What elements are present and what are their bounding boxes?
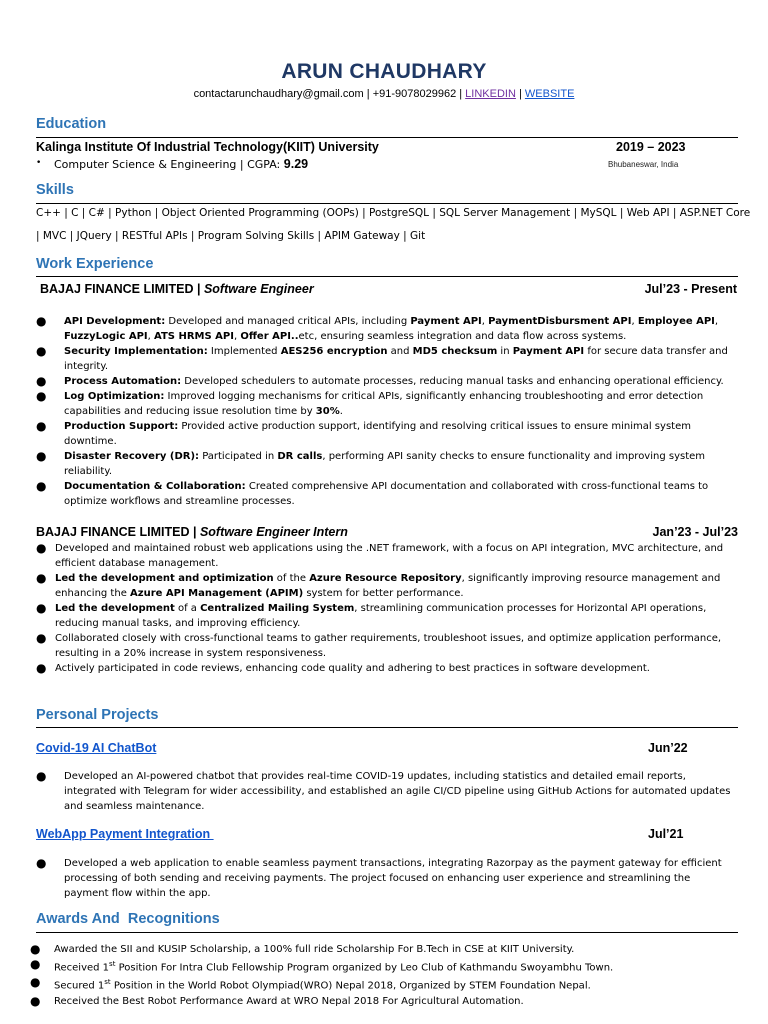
project-date: Jun’22 — [648, 741, 688, 755]
bullet-icon: ● — [36, 449, 47, 463]
section-divider — [36, 727, 738, 728]
contact-line — [0, 88, 768, 100]
text-run: for secure data transfer and integrity. — [64, 346, 728, 372]
text-run: and — [387, 346, 413, 357]
list-item — [36, 419, 744, 449]
bullet-icon: • — [36, 158, 42, 168]
list-item — [36, 856, 736, 901]
bold-text: FuzzyLogic API — [64, 331, 148, 342]
bold-text: DR calls — [277, 451, 323, 462]
text-run: Created comprehensive API documentation and collaborated with cross-functional teams to optimize workflows and streamline processes. — [64, 481, 709, 507]
project-date: Jul’21 — [648, 827, 684, 841]
text-run: , streamlining communication processes for Horizontal API operations, reducing manual tasks, and improving efficiency. — [55, 603, 707, 629]
text-run: Developed an AI-powered chatbot that provides real-time COVID-19 updates, including statistics and detailed email reports, integrated with Telegram for wider accessibility, and established an agile CI/CD pipeline using GitHub Actions for automated updates and seamless maintenance. — [64, 771, 731, 812]
job-role: Software Engineer Intern — [199, 525, 348, 539]
education-years: 2019 – 2023 — [616, 140, 686, 154]
section-divider — [36, 932, 738, 933]
bullet-icon: ● — [36, 541, 47, 555]
text-run: Participated in — [199, 451, 278, 462]
text-run: Developed schedulers to automate processes, reducing manual tasks and enhancing operational efficiency. — [181, 376, 724, 387]
text-run: , — [481, 316, 489, 327]
awards-heading: Awards And Recognitions — [36, 911, 220, 927]
bullet-icon: ● — [30, 975, 41, 990]
skills-heading: Skills — [36, 182, 74, 198]
job-dates: Jan’23 - Jul’23 — [652, 525, 738, 539]
text-run: Awarded the SII and KUSIP Scholarship, a 100% full ride Scholarship For B.Tech in CSE at KIIT University. — [54, 944, 575, 955]
list-item — [36, 769, 736, 814]
text-run: , significantly improving resource management and enhancing the — [55, 573, 721, 599]
project-title-link[interactable]: WebApp Payment Integration — [36, 827, 214, 841]
bullet-icon: ● — [30, 957, 41, 971]
text-run: Implemented — [207, 346, 281, 357]
bold-text: AES256 encryption — [280, 346, 388, 357]
list-item — [36, 601, 738, 631]
awards-list — [30, 942, 740, 1009]
skills-list: C++ | C | C# | Python | Object Oriented Programming (OOPs) | PostgreSQL | SQL Server Management | MySQL | Web API | ASP.NET Core | MVC | JQuery | RESTful APIs | Program Solving Skills | APIM Gateway | Git — [36, 207, 751, 242]
list-item — [30, 975, 740, 993]
bold-text: 30% — [315, 406, 340, 417]
section-divider — [36, 276, 738, 277]
bold-text: Payment API — [410, 316, 482, 327]
work-heading: Work Experience — [36, 256, 154, 272]
job1-bullets — [36, 314, 744, 509]
bold-text: ATS HRMS API — [154, 331, 234, 342]
text-run: Position in the World Robot Olympiad(WRO) Nepal 2018, Organized by STEM Foundation Nepal. — [110, 980, 591, 992]
list-item — [36, 449, 744, 479]
section-divider — [36, 137, 738, 138]
project2-bullets — [36, 856, 736, 901]
website-link[interactable]: WEBSITE — [524, 88, 575, 100]
bold-text: Azure Resource Repository — [309, 573, 462, 584]
bold-text: Disaster Recovery (DR): — [64, 451, 200, 462]
list-item — [36, 389, 744, 419]
text-run: of a — [174, 603, 201, 614]
list-item — [36, 479, 744, 509]
text-run: , — [233, 331, 241, 342]
text-run: , — [714, 316, 719, 327]
bold-text: Led the development — [55, 603, 175, 614]
institute-name: Kalinga Institute Of Industrial Technology(KIIT) University — [36, 140, 379, 154]
bullet-icon: ● — [30, 942, 41, 956]
bullet-icon: ● — [36, 769, 47, 783]
text-run: Collaborated closely with cross-functional teams to gather requirements, troubleshoot issues, and optimize application performance, resulting in a 20% increase in system responsiveness. — [55, 633, 722, 659]
project-header — [36, 827, 738, 841]
job-header — [40, 282, 737, 296]
list-item — [36, 661, 738, 676]
projects-heading: Personal Projects — [36, 707, 159, 723]
bullet-icon: ● — [36, 374, 47, 388]
bullet-icon: ● — [36, 661, 47, 675]
text-run: Received 1 — [54, 962, 110, 974]
list-item — [30, 994, 740, 1009]
bold-text: PaymentDisbursment API — [488, 316, 632, 327]
company-name: BAJAJ FINANCE LIMITED | — [36, 525, 200, 539]
company-name: BAJAJ FINANCE LIMITED | — [40, 282, 204, 296]
text-run: in — [497, 346, 513, 357]
bullet-icon: ● — [36, 479, 47, 493]
email-text: contactarunchaudhary@gmail.com — [193, 88, 364, 100]
text-run: Developed a web application to enable seamless payment transactions, integrating Razorpay as the payment gateway for efficient processing of both sending and receiving payments. The project focused on enhancing user experience and streamlining the payment flow within the app. — [64, 858, 722, 899]
text-run: st — [109, 960, 116, 968]
project-title-link[interactable]: Covid-19 AI ChatBot — [36, 741, 157, 755]
separator: | — [363, 88, 373, 100]
bullet-icon: ● — [36, 601, 47, 615]
text-run: Improved logging mechanisms for critical APIs, significantly enhancing troubleshooting and error detection capabilities and reducing issue resolution time by — [64, 391, 704, 417]
bold-text: Log Optimization: — [64, 391, 165, 402]
bold-text: Azure API Management (APIM) — [130, 588, 304, 599]
bold-text: Documentation & Collaboration: — [64, 481, 246, 492]
bullet-icon: ● — [36, 389, 47, 403]
phone-text: +91-9078029962 — [372, 88, 457, 100]
text-run: of the — [273, 573, 310, 584]
text-run: . — [339, 406, 343, 417]
list-item — [30, 942, 740, 957]
separator: | — [515, 88, 525, 100]
bullet-icon: ● — [36, 314, 47, 328]
project1-bullets — [36, 769, 736, 814]
degree-line — [54, 157, 308, 171]
bullet-icon: ● — [30, 993, 41, 1008]
list-item — [36, 541, 738, 571]
bullet-icon: ● — [36, 344, 47, 358]
text-run: system for better performance. — [303, 588, 464, 599]
job-role: Software Engineer — [203, 282, 314, 296]
bold-text: Production Support: — [64, 421, 179, 432]
text-run: etc, ensuring seamless integration and data flow across systems. — [298, 331, 627, 342]
text-run: , — [631, 316, 638, 327]
bold-text: Security Implementation: — [64, 346, 208, 357]
text-run: Developed and maintained robust web applications using the .NET framework, with a focus on API integration, MVC architecture, and efficient database management. — [55, 543, 724, 569]
list-item — [36, 344, 744, 374]
bold-text: Offer API.. — [240, 331, 299, 342]
text-run: Position For Intra Club Fellowship Program organized by Leo Club of Kathmandu Swoyambhu Town. — [115, 962, 614, 974]
text-run: , performing API sanity checks to ensure functionality and improving system reliability. — [64, 451, 706, 477]
job-header — [36, 525, 738, 539]
list-item — [36, 374, 744, 389]
text-run: Developed and managed critical APIs, including — [165, 316, 411, 327]
bullet-icon: ● — [36, 419, 47, 433]
bullet-icon: ● — [36, 631, 47, 645]
text-run: Provided active production support, identifying and resolving critical issues to ensure minimal system downtime. — [64, 421, 691, 447]
bold-text: Payment API — [512, 346, 585, 357]
list-item — [36, 571, 738, 601]
bold-text: Centralized Mailing System — [200, 603, 355, 614]
education-heading: Education — [36, 116, 107, 132]
text-run: Actively participated in code reviews, enhancing code quality and adhering to best practices in software development. — [55, 663, 650, 674]
list-item — [30, 957, 740, 975]
text-run: st — [104, 978, 111, 987]
text-run: Received the Best Robot Performance Award at WRO Nepal 2018 For Agricultural Automation. — [54, 995, 524, 1007]
education-row — [36, 140, 738, 154]
bullet-icon: ● — [36, 856, 47, 870]
list-item — [36, 631, 738, 661]
job2-bullets — [36, 541, 738, 676]
cgpa-value: 9.29 — [283, 157, 309, 171]
candidate-name: ARUN CHAUDHARY — [281, 60, 487, 83]
linkedin-link[interactable]: LINKEDIN — [465, 88, 516, 100]
separator: | — [456, 88, 466, 100]
bold-text: Led the development and optimization — [55, 573, 274, 584]
bold-text: Employee API — [637, 316, 715, 327]
project-header — [36, 741, 738, 755]
text-run: , — [147, 331, 154, 342]
list-item — [36, 314, 744, 344]
job-dates: Jul’23 - Present — [644, 282, 737, 296]
text-run: Secured 1 — [54, 980, 105, 992]
bold-text: API Development: — [64, 316, 166, 327]
degree-text: Computer Science & Engineering | CGPA: — [54, 158, 284, 171]
education-location: Bhubaneswar, India — [608, 160, 679, 169]
bold-text: Process Automation: — [64, 376, 182, 387]
bullet-icon: ● — [36, 571, 47, 585]
bold-text: MD5 checksum — [412, 346, 498, 357]
